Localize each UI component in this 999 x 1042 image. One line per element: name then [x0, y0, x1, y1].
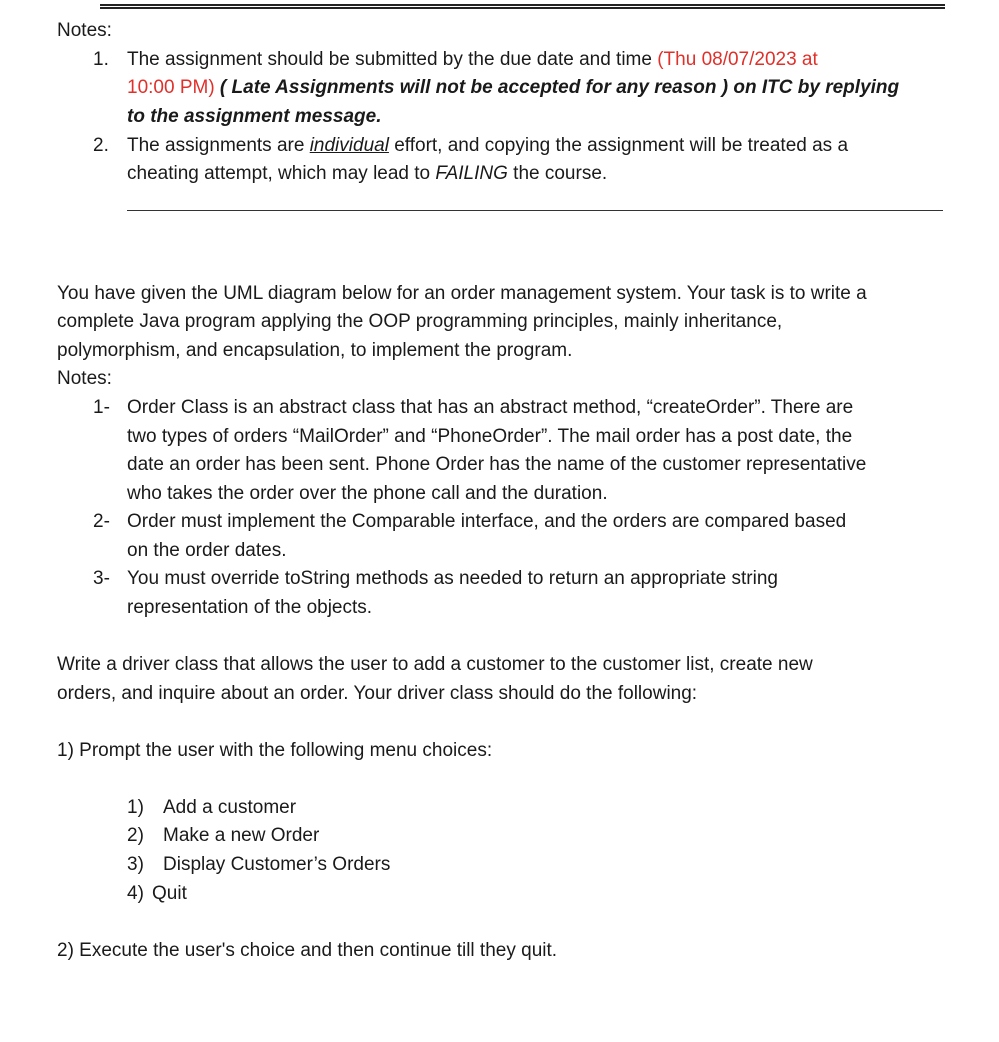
step-1-text: 1) Prompt the user with the following menu choices: [57, 740, 493, 761]
note-2-text-d: cheating attempt, which may lead to [127, 163, 436, 184]
notes2-item-1-line-3: date an order has been sent. Phone Order has the name of the customer representative [127, 454, 867, 475]
notes2-item-3-line-1: You must override toString methods as needed to return an appropriate string [127, 568, 778, 589]
separator-line [127, 210, 943, 211]
failing-emphasis: FAILING [435, 163, 508, 184]
note-1-line-2 [127, 74, 899, 102]
driver-line-1: Write a driver class that allows the user to add a customer to the customer list, create new [57, 654, 813, 675]
intro-line-2: complete Java program applying the OOP programming principles, mainly inheritance, [57, 311, 783, 332]
notes2-item-3-line-2: representation of the objects. [127, 597, 373, 618]
notes2-item-1-line-1: Order Class is an abstract class that has an abstract method, “createOrder”. There are [127, 397, 854, 418]
intro-line-3: polymorphism, and encapsulation, to implement the program. [57, 340, 573, 361]
intro-line-1: You have given the UML diagram below for an order management system. Your task is to write a [57, 283, 867, 304]
individual-emphasis: individual [309, 135, 389, 156]
note-1-text: The assignment should be submitted by the due date and time [127, 49, 658, 70]
notes2-item-2-line-1: Order must implement the Comparable interface, and the orders are compared based [127, 511, 847, 532]
menu-item-2-label: Make a new Order [163, 825, 320, 846]
notes2-item-1-line-2: two types of orders “MailOrder” and “PhoneOrder”. The mail order has a post date, the [127, 426, 853, 447]
note-2-number: 2. [93, 135, 109, 156]
due-time-text: 10:00 PM) [127, 77, 215, 98]
notes2-item-2-line-2: on the order dates. [127, 540, 287, 561]
menu-item-1-label: Add a customer [163, 797, 297, 818]
notes-heading: Notes: [57, 20, 112, 41]
notes2-item-3-number: 3- [93, 568, 110, 589]
menu-item-4-number: 4) [127, 883, 144, 904]
note-2-line-1 [127, 132, 848, 160]
note-1-line-1 [127, 46, 818, 74]
late-policy-text: ( Late Assignments will not be accepted for any reason ) on ITC by replying [214, 77, 900, 98]
note-1-line-3: to the assignment message. [127, 106, 382, 127]
notes2-item-2-number: 2- [93, 511, 110, 532]
note-2-text-e: the course. [507, 163, 608, 184]
notes2-heading: Notes: [57, 368, 112, 389]
notes2-item-1-number: 1- [93, 397, 110, 418]
driver-line-2: orders, and inquire about an order. Your driver class should do the following: [57, 683, 698, 704]
notes2-item-1-line-4: who takes the order over the phone call and the duration. [127, 483, 608, 504]
menu-item-2-number: 2) [127, 825, 144, 846]
step-2-text: 2) Execute the user's choice and then continue till they quit. [57, 940, 558, 961]
due-date-text: (Thu 08/07/2023 at [657, 49, 818, 70]
header-double-rule [100, 4, 945, 9]
note-2-text-c: effort, and copying the assignment will be treated as a [388, 135, 849, 156]
menu-item-1-number: 1) [127, 797, 144, 818]
note-2-line-2 [127, 160, 607, 188]
note-1-number: 1. [93, 49, 109, 70]
menu-item-4-label: Quit [152, 883, 187, 904]
menu-item-3-label: Display Customer’s Orders [163, 854, 391, 875]
note-2-text-a: The assignments are [127, 135, 310, 156]
menu-item-3-number: 3) [127, 854, 144, 875]
